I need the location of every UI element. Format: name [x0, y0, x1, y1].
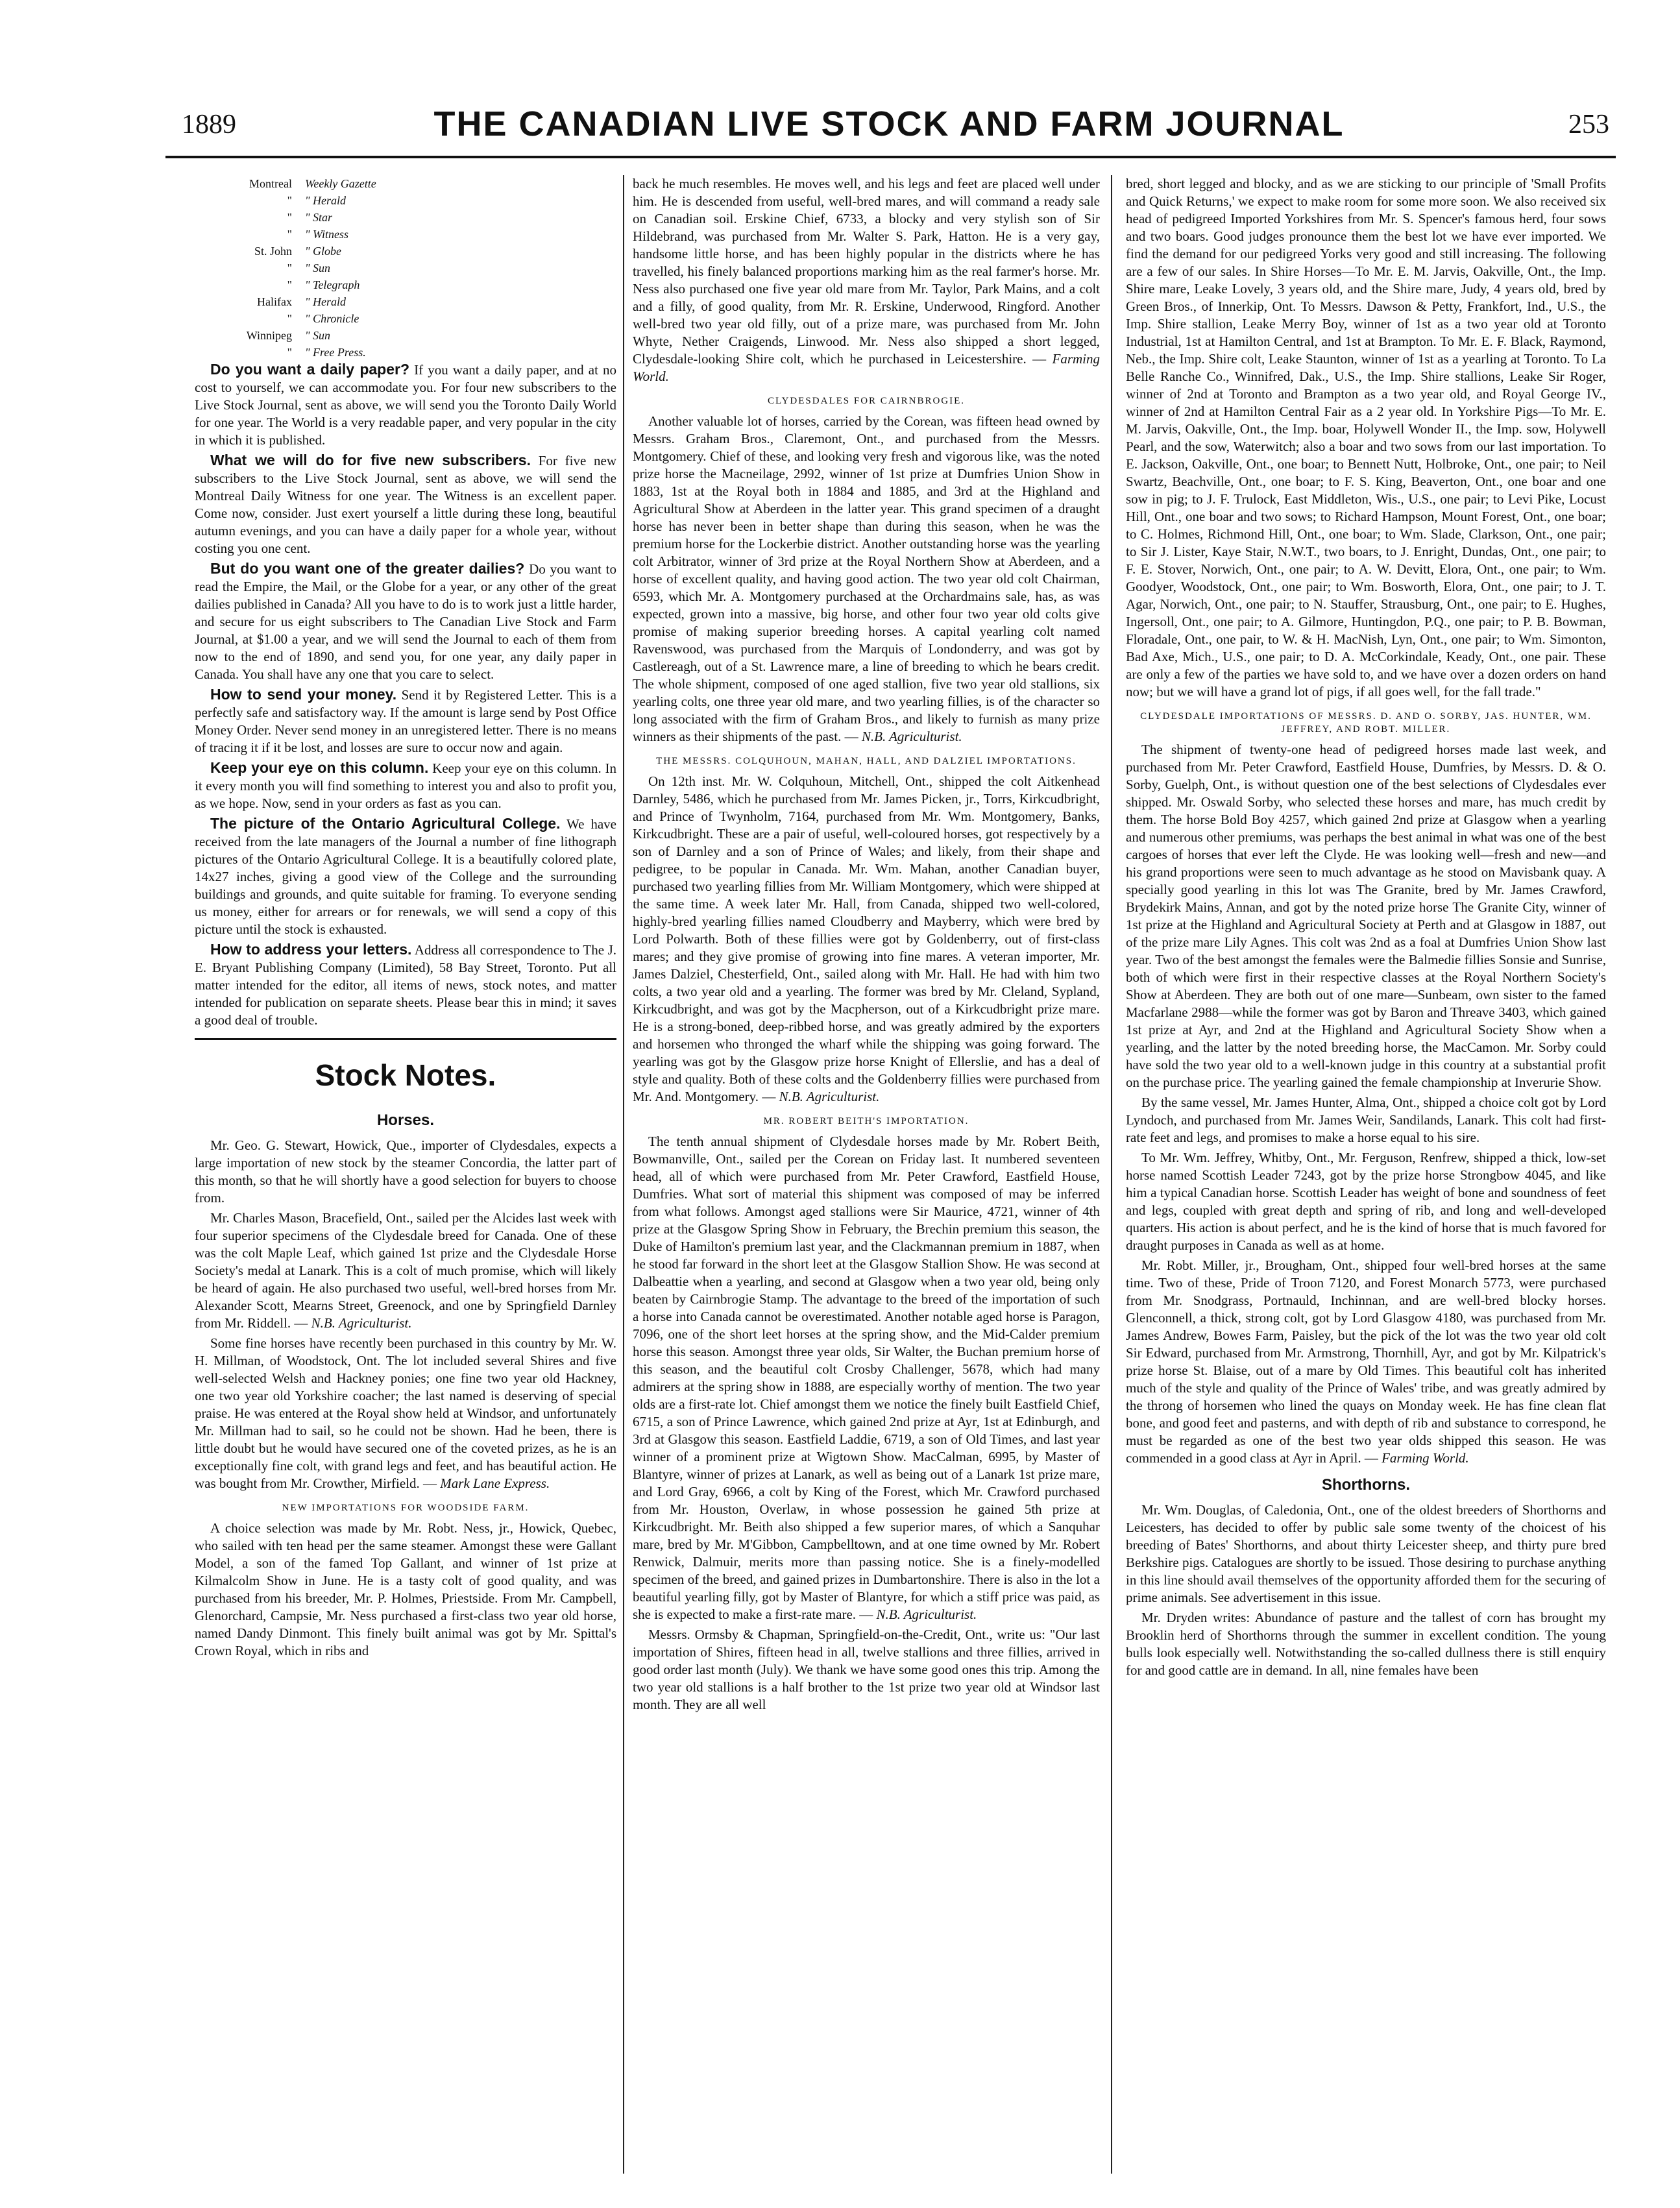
colquhoun-source: N.B. Agriculturist.: [779, 1089, 880, 1104]
heading-greater-dailies: But do you want one of the greater dailies?: [210, 560, 525, 577]
newspaper-city: ": [287, 211, 292, 224]
colquhoun-text: On 12th inst. Mr. W. Colquhoun, Mitchell, Ont., shipped the colt Aitkenhead Darnley, 5486, which he purchased from Mr. James Picken, jr., Torrs, Kirkcudbright, and Prince of Twynholm, 7164, purchased from Mr. Wm. Montgomery, Banks, Kirkcudbright. These are a pair of useful, well-coloured horses, got respectively by a son of Darnley and a son of Prince of Wales; and likely, from their shape and pedigree, to be popular in Canada. Mr. Wm. Mahan, another Canadian buyer, purchased two yearling fillies from Mr. William Montgomery, which were shipped at the same time. A week later Mr. Hall, from Canada, shipped two well-colored, highly-bred yearling fillies named Cloudberry and Mayberry, which were bred by Lord Polwarth. Both of these fillies were got by Goldenberry, out of first-class mares; and they give promise of growing into fine mares. A veteran importer, Mr. James Dalziel, Chesterfield, Ont., sailed along with Mr. Hall. He had with him two colts, a two year old and a yearling. The former was bred by Mr. Cleland, Sypland, Kirkcudbright, and was got by the Macpherson, out of a Kirkcudbright prize mare. He is a strong-boned, deep-ribbed horse, and was greatly admired by the exporters and horsemen who thronged the wharf while the shipping was going forward. The yearling was got by the Glasgow prize horse Knight of Ellerslie, and has a deal of style and quality. Both of these colts and the Goldenberry fillies were purchased from Mr. And. Montgomery.: [633, 773, 1100, 1104]
column-right: [1126, 175, 1606, 2174]
ormsby-paragraph: Messrs. Ormsby & Chapman, Springfield-on-the-Credit, Ont., write us: "Our last importation of Shires, fifteen head in all, twelve stallions and three fillies, arrived in good order last month (July). We thank we have some good ones this trip. Among the two year old stallions is a half brother to the 1st prize two year old at Windsor last month. They are all well: [633, 1627, 1100, 1712]
article-send-money: [195, 686, 616, 757]
text-greater-dailies: Do you want to read the Empire, the Mail, or the Globe for a year, or any other of the great dailies published in Canada? All you have to do is to work just a little harder, and secure for us eight subscribers to The Canadian Live Stock and Farm Journal, at $1.00 a year, and we will send the Journal to each of them from now to the end of 1890, and send you, for one year, any daily paper in Canada. You shall have any one that you care to select.: [195, 561, 616, 682]
journal-title: THE CANADIAN LIVE STOCK AND FARM JOURNAL: [433, 104, 1345, 143]
newspaper-city: ": [287, 278, 292, 291]
article-college-picture: [195, 815, 616, 938]
text-daily-paper: If you want a daily paper, and at no cost to yourself, we can accommodate you. For four new subscribers to the Live Stock Journal, sent as above, we will send you the Toronto Daily World for one year. The World is a very readable paper, and very popular in the city in which it is published.: [195, 362, 616, 448]
newspaper-city: ": [287, 194, 292, 207]
shorthorns-paragraph-1: Mr. Wm. Douglas, of Caledonia, Ont., one of the oldest breeders of Shorthorns and Leicesters, has decided to offer by public sale some twenty of the choicest of his breeding of Bates' Shorthorns, and about thirty Leicester sheep, and thirty pure bred Berkshire pigs. Catalogues are shortly to be issued. Those desiring to purchase anything in this line should avail themselves of the opportunity afforded them for the securing of prime animals. See advertisement in this issue.: [1126, 1502, 1606, 1605]
newspaper-name: " Free Press.: [305, 346, 366, 359]
column-middle: [633, 175, 1100, 2174]
horses-heading: Horses.: [376, 1111, 435, 1129]
text-college-picture: We have received from the late managers of the Journal a number of fine lithograph pictures of the Ontario Agricultural College. It is a beautifully colored plate, 14x27 inches, giving a good view of the College and the surrounding buildings and grounds, and quite suitable for framing. To everyone sending us money, either for arrears or for renewals, we will send a copy of this picture until the stock is exhausted.: [195, 816, 616, 937]
newspaper-row: [208, 276, 616, 293]
column-divider: [623, 175, 624, 2174]
heading-daily-paper: Do you want a daily paper?: [210, 361, 410, 378]
newspaper-name: " Herald: [305, 295, 347, 308]
horses-paragraph-3-text: Some fine horses have recently been purchased in this country by Mr. W. H. Millman, of Woodstock, Ont. The lot included several Shires and five well-selected Welsh and Hackney ponies; one fine two year old Hackney, one two year old Yorkshire coacher; the last named is deserving of special praise. He was entered at the Royal show held at Windsor, and unfortunately Mr. Millman had to sail, so he could not be shown. Had he been, there is little doubt but he would have secured one of the coveted prizes, as he is an exceptionally fine colt, with grand legs and feet, and has beautiful action. He was bought from Mr. Crowther, Mirfield.: [195, 1335, 616, 1491]
newspaper-city: ": [287, 261, 292, 274]
heading-send-money: How to send your money.: [210, 686, 397, 703]
ormsby-continued-paragraph: bred, short legged and blocky, and as we are sticking to our principle of 'Small Profits and Quick Returns,' we expect to make room for some more soon. We also received six head of pedigreed Imported Yorkshires from Mr. S. Spencer's famous herd, four sows and two boars. Good judges pronounce them the best lot we have ever imported. We find the demand for our pedigreed Yorks very good and still increasing. The following are a few of our sales. In Shire Horses—To Mr. E. M. Jarvis, Oakville, Ont., the Imp. Shire mare, Leake Lovely, 3 years old, and the Shire mare, Judy, 4 years old, bred by Green Bros., of Innerkip, Ont. To Messrs. Dawson & Petty, Frankfort, Ind., U.S., the Imp. Shire stallion, Leake Merry Boy, winner of 1st as a two year old at Toronto Industrial, 1st at Hamilton Central, and 1st at Brampton. To Mr. E. F. Black, Raymond, Neb., the Imp. Shire colt, Leake Staunton, winner of 1st as a yearling at Toronto. To La Belle Ranche Co., Winnifred, Dak., U.S., the Imp. Shire stallions, Leake Sir Roger, winner of 2nd at Toronto and Brampton as a two year old, and Royal George IV., winner of 2nd at Hamilton Central Fair as a 2 year old. In Yorkshire Pigs—To Mr. E. M. Jarvis, Oakville, Ont., the Imp. boar, Holywell Wonder II., the Imp. sow, Holywell Pearl, and the sow, Waterwitch; also a boar and two sows from our last importation. To E. Jackson, Oakville, Ont., one boar; to Bennett Nutt, Holbroke, Ont., one pair; to Neil Swartz, Beachville, Ont., one boar; to F. S. King, Beaverton, Ont., one boar and one sow in pig; to J. F. Trulock, East Middleton, Wis., U.S., one pair; to Levi Pike, Locust Hill, Ont., one boar and two sows; to Richard Hampson, Mount Forest, Ont., one boar; to C. Holmes, Richmond Hill, Ont., one boar; to Wm. Slade, Clarkson, Ont., one pair; to Sir J. Lister, Kaye Stair, N.W.T., two boars, to J. Enright, Dundas, Ont., one pair; to F. E. Stover, Norwich, Ont., one pair; to A. W. Devitt, Elora, Ont., one pair; to Wm. Goodyer, Woodstock, Ont., one pair; to Wm. Bosworth, Elora, Ont., one pair; to J. T. Agar, Norwich, Ont., one pair; to N. Stauffer, Strausburg, Ont., one pair; to E. Hughes, Ingersoll, Ont., one pair; to A. Gilmore, Huntingdon, P.Q., one pair; to P. B. Bowman, Floradale, Ont., one pair, to W. & H. MacNish, Lyn, Ont., one pair; to Wm. Simonton, Bad Axe, Mich., U.S., one pair; to D. A. McCorkindale, Keady, Ont., one pair. These are only a few of the parties we have sold to, and we have over a dozen orders on hand now; but we will have a grand lot of pigs, if all goes well, for the fall trade.": [1126, 176, 1606, 699]
horses-paragraph-1: Mr. Geo. G. Stewart, Howick, Que., importer of Clydesdales, expects a large importation of new stock by the steamer Concordia, the latter part of this month, so that he will shortly have a good selection for buyers to choose from.: [195, 1137, 616, 1206]
horses-paragraph-2: Mr. Charles Mason, Bracefield, Ont., sailed per the Alcides last week with four superior specimens of the Clydesdale breed for Canada. One of these was the colt Maple Leaf, which gained 1st prize and the Clydesdale Horse Society's medal at Lanark. This is a colt of much promise, which will likely be heard of again. He also purchased two useful, well-bred horses from Mr. Alexander Scott, Mearns Street, Greenock, and one by Springfield Darnley from Mr. Riddell. — N.B. Agriculturist.: [195, 1210, 616, 1331]
beith-heading: MR. ROBERT BEITH'S IMPORTATION.: [763, 1116, 969, 1126]
heading-address-letters: How to address your letters.: [210, 941, 412, 958]
newspaper-name: " Witness: [305, 228, 349, 241]
stock-notes-title: Stock Notes.: [315, 1058, 496, 1092]
column-left: [195, 175, 616, 2174]
heading-college-picture: The picture of the Ontario Agricultural College.: [210, 815, 561, 832]
newspaper-row: [208, 243, 616, 260]
continued-paragraph-source: Farming World.: [633, 351, 1100, 384]
sorby-paragraph-4-text: Mr. Robt. Miller, jr., Brougham, Ont., shipped four well-bred horses at the same time. Two of these, Pride of Troon 7120, and Forest Monarch 5773, were purchased from Mr. Snodgrass, Portnauld, Inchinnan, and are well-bred blocky horses. Glenconnell, a thick, strong colt, got by Lord Glasgow 4180, was purchased from Mr. James Andrew, Bowes Farm, Paisley, but the pick of the lot was the two year old colt Sir Edward, purchased from Mr. Armstrong, Thornhill, Ayr, and got by Mr. Kilpatrick's prize horse St. Blaise, out of a mare by Old Times. This beautiful colt has inherited much of the style and quality of the Prince of Wales' tribe, and was greatly admired by the throng of horsemen who lined the quays on Monday week. He has fine clean flat bone, and good feet and pasterns, and with depth of rib and substance to correspond, he must be regarded as one of the best two year olds shipped this season. He was commended in a good class at Ayr in April.: [1126, 1257, 1606, 1466]
newspaper-row: [208, 327, 616, 344]
newspaper-row: [208, 310, 616, 327]
woodside-paragraph: A choice selection was made by Mr. Robt. Ness, jr., Howick, Quebec, who sailed with ten head per the same steamer. Amongst these were Gallant Model, a son of the famed Top Gallant, and winner of 1st prize at Kilmalcolm Show in June. He is a tasty colt of good quality, and was purchased from his breeder, Mr. P. Holmes, Priestside. From Mr. Campbell, Glenorchard, Campsie, Mr. Ness purchased a first-class two year old horse, named Dandy Dinmont. This finely built animal was got by Mr. Spittal's Crown Royal, which in ribs and: [195, 1520, 616, 1658]
woodside-heading: NEW IMPORTATIONS FOR WOODSIDE FARM.: [282, 1503, 530, 1513]
shorthorns-heading: Shorthorns.: [1322, 1476, 1410, 1494]
newspaper-row: [208, 175, 616, 192]
newspaper-name: " Star: [305, 211, 333, 224]
article-address-letters: [195, 941, 616, 1029]
text-keep-eye: Keep your eye on this column. In it every month you will find something to interest you and also to profit you, as we hope. Now, send in your orders as fast as you can.: [195, 760, 616, 811]
newspaper-name: " Herald: [305, 194, 347, 207]
cairnbrogie-text: Another valuable lot of horses, carried by the Corean, was fifteen head owned by Messrs. Graham Bros., Claremont, Ont., and purchased from the Messrs. Montgomery. Chief of these, and looking very fresh and vigorous like, was the noted prize horse the Macneilage, 2992, winner of 1st prize at Dumfries Union Show in 1883, 1st at the Royal both in 1884 and 1885, and 3rd at the Highland and Agricultural Show at Aberdeen in the latter year. This grand specimen of a draught horse has never been in better shape than during this season, when he was the premium horse for the Lockerbie district. Another outstanding horse was the yearling colt Arbitrator, winner of 3rd prize at the Royal Northern Show at Aberdeen, and a horse of excellent quality, and having good action. The two year old colt Chairman, 6593, which Mr. A. Montgomery purchased at the Orchardmains sale, has, as was expected, grown into a massive, big horse, and other four two year old colts give promise of making superior breeding horses. A capital yearling colt named Ravenswood, was purchased from the Marquis of Londonderry, and was got by Castlereagh, out of a St. Lawrence mare, a line of breeding to which he bears credit. The whole shipment, composed of one aged stallion, five two year old stallions, six yearling colts, one three year old mare, and two yearling fillies, is of the character so long associated with the firm of Graham Bros., and likely to furnish as many prize winners as their shipments of the past.: [633, 413, 1100, 744]
header-rule: [165, 156, 1616, 158]
newspaper-city: Winnipeg: [246, 329, 292, 342]
newspaper-row: [208, 344, 616, 361]
newspaper-city: Halifax: [257, 295, 292, 308]
beith-text: The tenth annual shipment of Clydesdale horses made by Mr. Robert Beith, Bowmanville, Ont., sailed per the Corean on Friday last. It numbered seventeen head, all of which were purchased from Mr. Peter Crawford, Eastfield House, Dumfries. What sort of material this shipment was composed of may be inferred from what follows. Amongst aged stallions were Sir Maurice, 4721, winner of 4th prize at the Glasgow Spring Show in February, the Brechin premium this season, the Duke of Hamilton's premium last year, and the Clackmannan premium in 1887, when he stood far forward in the short leet at the Glasgow Stallion Show. He was second at Dalbeattie when a yearling, and second at Glasgow when a two year old, being only beaten by Cairnbrogie Stamp. The advantage to the breed of the importation of such a horse into Canada cannot be overestimated. Another notable aged horse is Paragon, 7096, one of the short leet horses at the spring show, and the Mid-Calder premium horse this season. Amongst three year olds, Sir Walter, the Buchan premium horse of this season, and the beautiful colt Crosby Challenger, 5678, which had many admirers at the spring show in 1888, are especially worthy of mention. The two year olds are a first-rate lot. Chief amongst them we notice the finely built Eastfield Chief, 6715, a son of Prince Lawrence, which gained 2nd prize at Ayr, 1st at Edinburgh, and 3rd at Glasgow this season. Eastfield Laddie, 6719, a son of Old Times, and last year winner of a prominent prize at Wigtown Show. MacCalman, 6995, by Master of Blantyre, winner of prizes at Lanark, as well as being out of a Lanark 1st prize mare, and Lord Gray, 6966, a colt by King of the Forest, which Mr. Crawford purchased from Mr. Houston, Overlaw, in whose possession he gained 5th prize at Kirkcudbright. Mr. Beith also shipped a few superior mares, of which a Sanquhar mare, bred by Mr. M'Gibbon, Campbelltown, and at one time owned by Mr. Robert Renwick, Dalmuir, merits more than passing notice. She is a finely-modelled specimen of the breed, and gained prizes in Dumbartonshire. There is also in the lot a beautiful yearling filly, got by Master of Blantyre, for which a stiff price was paid, as she is expected to make a first-rate mare.: [633, 1134, 1100, 1622]
newspaper-city: ": [287, 312, 292, 325]
heading-five-subscribers: What we will do for five new subscribers.: [210, 452, 531, 468]
horses-paragraph-3-source: Mark Lane Express.: [440, 1475, 550, 1491]
newspaper-name: " Sun: [305, 261, 331, 274]
text-five-subscribers: For five new subscribers to the Live Stock Journal, sent as above, we will send the Montreal Daily Witness for one year. The Witness is an excellent paper. Come now, consider. Just exert yourself a little during these long, beautiful autumn evenings, and you can have a daily paper for a whole year, without costing you one cent.: [195, 453, 616, 556]
horses-paragraph-2-text: Mr. Charles Mason, Bracefield, Ont., sailed per the Alcides last week with four superior specimens of the Clydesdale breed for Canada. One of these was the colt Maple Leaf, which gained 1st prize and the Clydesdale Horse Society's medal at Lanark. This is a colt of much promise, which will likely be heard of again. He also purchased two useful, well-bred horses from Mr. Alexander Scott, Mearns Street, Greenock, and one by Springfield Darnley from Mr. Riddell.: [195, 1210, 616, 1331]
continued-paragraph: back he much resembles. He moves well, and his legs and feet are placed well under him. He is descended from useful, well-bred mares, and will command a ready sale on Canadian soil. Erskine Chief, 6733, a blocky and very stylish son of Sir Hildebrand, was purchased from Mr. Walter S. Park, Hatton. He is a very gay, handsome little horse, and has been highly popular in the districts where he has travelled, his finely balanced proportions marking him as the real farmer's horse. Mr. Ness also purchased one five year old mare from Mr. Taylor, Park Mains, and a colt and a filly, of good quality, from Mr. R. Erskine, Underwood, Ringford. Another well-bred two year old filly, out of a prize mare, was purchased from Mr. John Whyte, Nether Craigends, Linwood. Mr. Ness also shipped a short legged, Clydesdale-looking Shire colt, which he purchased in Leicestershire. — Farming World.: [633, 176, 1100, 384]
text-address-letters: Address all correspondence to The J. E. Bryant Publishing Company (Limited), 58 Bay Street, Toronto. Put all matter intended for the editor, all items of news, stock notes, and matter intended for publication on separate sheets. Please bear this in mind; it saves a good deal of trouble.: [195, 942, 616, 1028]
article-greater-dailies: [195, 560, 616, 683]
continued-paragraph-text: back he much resembles. He moves well, and his legs and feet are placed well under him. He is descended from useful, well-bred mares, and will command a ready sale on Canadian soil. Erskine Chief, 6733, a blocky and very stylish son of Sir Hildebrand, was purchased from Mr. Walter S. Park, Hatton. He is a very gay, handsome little horse, and has been highly popular in the districts where he has travelled, his finely balanced proportions marking him as the real farmer's horse. Mr. Ness also purchased one five year old mare from Mr. Taylor, Park Mains, and a colt and a filly, of good quality, from Mr. R. Erskine, Underwood, Ringford. Another well-bred two year old filly, out of a prize mare, was purchased from Mr. John Whyte, Nether Craigends, Linwood. Mr. Ness also shipped a short legged, Clydesdale-looking Shire colt, which he purchased in Leicestershire.: [633, 176, 1100, 367]
sorby-source: Farming World.: [1382, 1450, 1469, 1466]
page-header: [162, 104, 1616, 149]
article-five-subscribers: [195, 452, 616, 557]
sorby-paragraph-4: Mr. Robt. Miller, jr., Brougham, Ont., shipped four well-bred horses at the same time. Two of these, Pride of Troon 7120, and Forest Monarch 5773, were purchased from Mr. Snodgrass, Portnauld, Inchinnan, and are well-bred blocky horses. Glenconnell, a thick, strong colt, got by Lord Glasgow 4180, was purchased from Mr. James Andrew, Bowes Farm, Paisley, but the pick of the lot was the two year old colt Sir Edward, purchased from Mr. Armstrong, Thornhill, Ayr, and got by Mr. Kilpatrick's prize horse St. Blaise, out of a mare by Old Times. This beautiful colt has inherited much of the style and quality of the Prince of Wales' tribe, and was greatly admired by the throng of horsemen who lined the quays on Monday week. He has fine clean flat bone, and good feet and pasterns, and with depth of rib and substance to correspond, he must be regarded as one of the best two year olds shipped this season. He was commended in a good class at Ayr in April. — Farming World.: [1126, 1257, 1606, 1466]
newspaper-city: ": [287, 228, 292, 241]
text-send-money: Send it by Registered Letter. This is a perfectly safe and satisfactory way. If the amount is large send by Post Office Money Order. Never send money in an unregistered letter. There is no means of tracing it if it be lost, and losses are sure to occur now and again.: [195, 687, 616, 755]
newspaper-city: ": [287, 346, 292, 359]
sorby-paragraph-2: By the same vessel, Mr. James Hunter, Alma, Ont., shipped a choice colt got by Lord Lyndoch, and purchased from Mr. James Weir, Sandilands, Lanark. This colt had first-rate feet and legs, and promises to make a horse equal to his sire.: [1126, 1095, 1606, 1145]
heading-keep-eye: Keep your eye on this column.: [210, 759, 429, 776]
newspaper-list: [208, 175, 616, 361]
sorby-paragraph-3: To Mr. Wm. Jeffrey, Whitby, Ont., Mr. Ferguson, Renfrew, shipped a thick, low-set horse named Scottish Leader 7243, got by the prize horse Strongbow 4045, and like him a typical Canadian horse. Scottish Leader has weight of bone and soundness of feet and legs, coupled with great depth and spring of rib, and long and well-developed quarters. His action is about perfect, and he is the kind of horse that is much favored for draught purposes in Canada as well as at home.: [1126, 1150, 1606, 1253]
newspaper-row: [208, 209, 616, 226]
newspaper-name: " Telegraph: [305, 278, 360, 291]
newspaper-city: Montreal: [249, 177, 292, 190]
newspaper-row: [208, 226, 616, 243]
sorby-heading: CLYDESDALE IMPORTATIONS OF MESSRS. D. AND O. SORBY, JAS. HUNTER, WM. JEFFREY, AND ROBT. MILLER.: [1140, 711, 1592, 734]
newspaper-row: [208, 260, 616, 276]
horses-paragraph-3: Some fine horses have recently been purchased in this country by Mr. W. H. Millman, of Woodstock, Ont. The lot included several Shires and five well-selected Welsh and Hackney ponies; one fine two year old Hackney, one two year old Yorkshire coacher; the last named is deserving of special praise. He was entered at the Royal show held at Windsor, and unfortunately Mr. Millman had to sail, so he could not be shown. Had he been, there is little doubt but he would have secured one of the coveted prizes, as he is an exceptionally fine colt, with grand legs and feet, and has beautiful action. He was bought from Mr. Crowther, Mirfield. — Mark Lane Express.: [195, 1335, 616, 1491]
cairnbrogie-heading: CLYDESDALES FOR CAIRNBROGIE.: [767, 396, 966, 406]
newspaper-name: " Chronicle: [305, 312, 359, 325]
newspaper-row: [208, 293, 616, 310]
newspaper-city: St. John: [254, 245, 292, 258]
section-rule: [195, 1038, 616, 1040]
cairnbrogie-paragraph: Another valuable lot of horses, carried by the Corean, was fifteen head owned by Messrs. Graham Bros., Claremont, Ont., and purchased from the Messrs. Montgomery. Chief of these, and looking very fresh and vigorous like, was the noted prize horse the Macneilage, 2992, winner of 1st prize at Dumfries Union Show in 1883, 1st at the Royal both in 1884 and 1885, and 3rd at the Highland and Agricultural Show at Aberdeen in the latter year. This grand specimen of a draught horse has never been in better shape than during this season, when he was the premium horse for the Lockerbie district. Another outstanding horse was the yearling colt Arbitrator, winner of 3rd prize at the Royal Northern Show at Aberdeen, and a horse of excellent quality, and having good action. The two year old colt Chairman, 6593, which Mr. A. Montgomery purchased at the Orchardmains sale, has, as was expected, grown into a massive, big horse, and other four two year old colts give promise of making superior breeding horses. A capital yearling colt named Ravenswood, was purchased from the Marquis of Londonderry, and was got by Castlereagh, out of a St. Lawrence mare, a line of breeding to which he bears credit. The whole shipment, composed of one aged stallion, five two year old stallions, six yearling colts, one three year old mare, and two yearling fillies, is of the character so long associated with the firm of Graham Bros., and likely to furnish as many prize winners as their shipments of the past. — N.B. Agriculturist.: [633, 413, 1100, 744]
article-daily-paper: [195, 361, 616, 449]
newspaper-name: " Globe: [305, 245, 342, 258]
shorthorns-paragraph-2: Mr. Dryden writes: Abundance of pasture and the tallest of corn has brought my Brooklin herd of Shorthorns through the summer in excellent condition. The young bulls look especially well. Notwithstanding the so-called dullness there is still enquiry for and good cattle are in demand. In all, nine females have been: [1126, 1610, 1606, 1678]
cairnbrogie-source: N.B. Agriculturist.: [861, 729, 962, 744]
sorby-paragraph-1: The shipment of twenty-one head of pedigreed horses made last week, and purchased from Mr. Peter Crawford, Eastfield House, Dumfries, by Messrs. D. & O. Sorby, Guelph, Ont., is without question one of the best selections of Clydesdales ever shipped. Mr. Oswald Sorby, who selected these horses and mare, has much credit by them. The horse Bold Boy 4257, which gained 2nd prize at Glasgow when a yearling and numerous other premiums, was perhaps the best animal in what was one of the best cargoes of horses that ever left the Clyde. He was looking well—fresh and new—and his grand proportions were seen to much advantage as he stood on Mavisbank quay. A specially good yearling in this lot was The Granite, bred by Mr. James Crawford, Brydekirk Mains, Annan, and got by the noted prize horse The Granite City, winner of 1st prize at the Highland and Agricultural Society at Perth and at Glasgow in 1887, out of the prize mare Lily Agnes. This colt was 2nd as a foal at Dumfries Union Show last year. Two of the best amongst the females were the Balmedie fillies Sonsie and Sunrise, both of which were first in their respective classes at the Royal Northern Society's Show at Aberdeen. They are both out of one mare—Sunbeam, own sister to the famed Macfarlane 2988—while the former was got by Baron and Threave 3403, which gained 1st prize at Ayr, and 2nd at the Highland and Agricultural Society Show when a yearling, and the latter by the noted breeding horse, the MacCamon. Mr. Sorby could have sold the two year old to a well-known judge in this country at a substantial profit on the purchase price. The yearling gained the female championship at Inverurie Show.: [1126, 742, 1606, 1090]
newspaper-row: [208, 192, 616, 209]
horses-paragraph-2-source: N.B. Agriculturist.: [311, 1315, 412, 1331]
beith-paragraph: The tenth annual shipment of Clydesdale horses made by Mr. Robert Beith, Bowmanville, Ont., sailed per the Corean on Friday last. It numbered seventeen head, all of which were purchased from Mr. Peter Crawford, Eastfield House, Dumfries. What sort of material this shipment was composed of may be inferred from what follows. Amongst aged stallions were Sir Maurice, 4721, winner of 4th prize at the Glasgow Spring Show in February, the Brechin premium this season, the Duke of Hamilton's premium last year, and the Clackmannan premium in 1887, when he stood far forward in the short leet at the Glasgow Stallion Show. He was second at Dalbeattie when a yearling, and second at Glasgow when a two year old, being only beaten by Cairnbrogie Stamp. The advantage to the breed of the importation of such a horse into Canada cannot be overestimated. Another notable aged horse is Paragon, 7096, one of the short leet horses at the spring show, and the Mid-Calder premium horse this season. Amongst three year olds, Sir Walter, the Buchan premium horse of this season, and the beautiful colt Crosby Challenger, 5678, which had many admirers at the spring show in 1888, are especially worthy of mention. The two year olds are a first-rate lot. Chief amongst them we notice the finely built Eastfield Chief, 6715, a son of Prince Lawrence, which gained 2nd prize at Ayr, 1st at Edinburgh, and 3rd at Glasgow this season. Eastfield Laddie, 6719, a son of Old Times, and last year winner of a prominent prize at Wigtown Show. MacCalman, 6995, by Master of Blantyre, winner of prizes at Lanark, as well as being out of a Lanark 1st prize mare, and Lord Gray, 6966, a colt by King of the Forest, which Mr. Crawford purchased from Mr. Houston, Overlaw, in whose possession he gained 5th prize at Kirkcudbright. Mr. Beith also shipped a few superior mares, of which a Sanquhar mare, bred by Mr. M'Gibbon, Campbelltown, and at one time owned by Mr. Robert Renwick, Dalmuir, merits more than passing notice. She is a finely-modelled specimen of the breed, and gained prizes in Dumbartonshire. There is also in the lot a beautiful yearling filly, got by Master of Blantyre, for which a stiff price was paid, as she is expected to make a first-rate mare. — N.B. Agriculturist.: [633, 1134, 1100, 1622]
page-year: 1889: [182, 110, 236, 140]
colquhoun-heading: THE MESSRS. COLQUHOUN, MAHAN, HALL, AND DALZIEL IMPORTATIONS.: [656, 756, 1077, 766]
newspaper-name: Weekly Gazette: [305, 177, 376, 190]
page-number: 253: [1568, 110, 1609, 140]
column-divider: [1111, 175, 1112, 2174]
beith-source: N.B. Agriculturist.: [876, 1607, 977, 1622]
colquhoun-paragraph: On 12th inst. Mr. W. Colquhoun, Mitchell, Ont., shipped the colt Aitkenhead Darnley, 5486, which he purchased from Mr. James Picken, jr., Torrs, Kirkcudbright, and Prince of Twynholm, 7164, purchased from Mr. Wm. Montgomery, Banks, Kirkcudbright. These are a pair of useful, well-coloured horses, got respectively by a son of Darnley and a son of Prince of Wales; and likely, from their shape and pedigree, to be popular in Canada. Mr. Wm. Mahan, another Canadian buyer, purchased two yearling fillies from Mr. William Montgomery, which were shipped at the same time. A week later Mr. Hall, from Canada, shipped two well-colored, highly-bred yearling fillies named Cloudberry and Mayberry, which were bred by Lord Polwarth. Both of these fillies were got by Goldenberry, out of first-class mares; and they give promise of growing into fine mares. A veteran importer, Mr. James Dalziel, Chesterfield, Ont., sailed along with Mr. Hall. He had with him two colts, a two year old and a yearling. The former was bred by Mr. Cleland, Sypland, Kirkcudbright, and was got by the Macpherson, out of a Kirkcudbright prize mare. He is a strong-boned, deep-ribbed horse, and was greatly admired by the exporters and horsemen who thronged the wharf while the shipping was going forward. The yearling was got by the Glasgow prize horse Knight of Ellerslie, and has a deal of style and quality. Both of these colts and the Goldenberry fillies were purchased from Mr. And. Montgomery. — N.B. Agriculturist.: [633, 773, 1100, 1104]
newspaper-name: " Sun: [305, 329, 331, 342]
article-keep-eye: [195, 759, 616, 812]
